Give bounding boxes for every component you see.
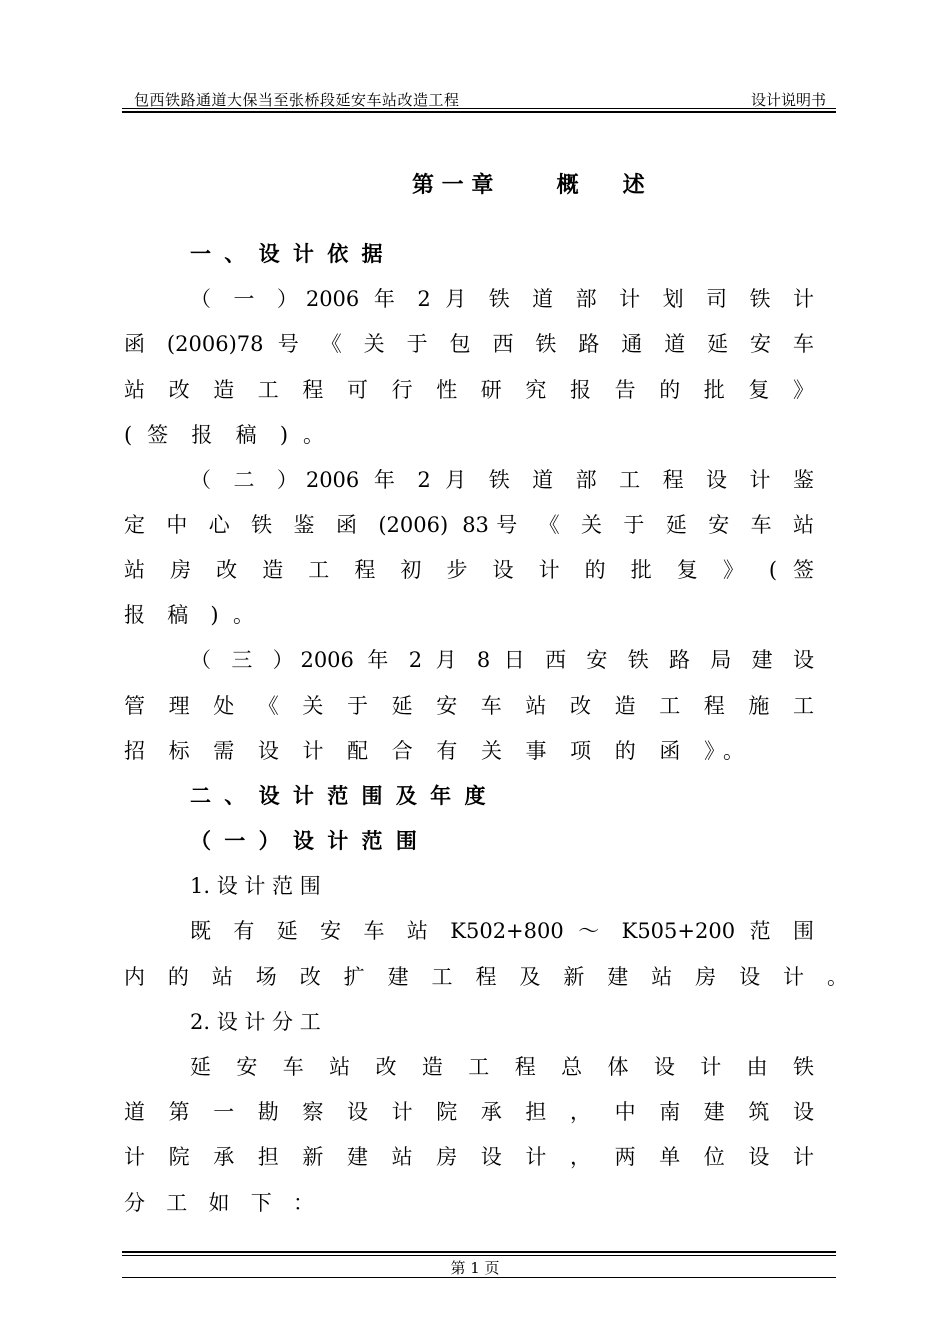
- footer-rule-thick: [122, 1251, 836, 1253]
- item1-line: 既 有 延 安 车 站 K502+800 ～ K505+200 范 围: [190, 919, 814, 943]
- item2-line: 延 安 车 站 改 造 工 程 总 体 设 计 由 铁: [190, 1055, 814, 1079]
- section1-line: 站 房 改 造 工 程 初 步 设 计 的 批 复 》 ( 签: [124, 558, 814, 582]
- item1-title: 1. 设 计 范 围: [190, 874, 321, 898]
- section1-line: （ 三 ）2006 年 2 月 8 日 西 安 铁 路 局 建 设: [190, 648, 814, 672]
- section1-line: 定 中 心 铁 鉴 函 (2006) 83号 《 关 于 延 安 车 站: [124, 513, 814, 537]
- item2-line: 分 工 如 下 ：: [124, 1191, 314, 1215]
- header-rule-thick: [122, 111, 836, 113]
- page-number: 第 1 页: [450, 1259, 500, 1277]
- section1-heading: 一 、 设 计 依 据: [190, 242, 386, 266]
- header-document-type: 设计说明书: [750, 91, 826, 109]
- header-rule-thin: [122, 108, 836, 109]
- section1-line: （ 一 ）2006 年 2 月 铁 道 部 计 划 司 铁 计: [190, 287, 814, 311]
- header-project-title: 包西铁路通道大保当至张桥段延安车站改造工程: [134, 91, 460, 109]
- item2-title: 2. 设 计 分 工: [190, 1010, 321, 1034]
- chapter-title: [412, 166, 645, 206]
- item1-line: 内 的 站 场 改 扩 建 工 程 及 新 建 站 房 设 计 。: [124, 965, 848, 989]
- item2-line: 道 第 一 勘 察 设 计 院 承 担 ， 中 南 建 筑 设: [124, 1100, 814, 1124]
- section1-line: ( 签 报 稿 ) 。: [124, 423, 324, 447]
- section1-line: （ 二 ）2006 年 2 月 铁 道 部 工 程 设 计 鉴: [190, 468, 814, 492]
- section2-heading: 二 、 设 计 范 围 及 年 度: [190, 784, 489, 808]
- section1-line: 站 改 造 工 程 可 行 性 研 究 报 告 的 批 复 》: [124, 378, 814, 402]
- section2-subheading: （ 一 ） 设 计 范 围: [190, 829, 420, 853]
- chapter-number: 第 一 章: [412, 173, 494, 198]
- item2-line: 计 院 承 担 新 建 站 房 设 计 ， 两 单 位 设 计: [124, 1145, 814, 1169]
- section1-line: 管 理 处 《 关 于 延 安 车 站 改 造 工 程 施 工: [124, 694, 814, 718]
- section1-line: 招 标 需 设 计 配 合 有 关 事 项 的 函 》。: [124, 739, 744, 763]
- footer-rule-bottom: [122, 1277, 836, 1278]
- footer-rule-thin: [122, 1255, 836, 1256]
- chapter-name: 概 述: [556, 173, 645, 198]
- section1-line: 函 (2006)78 号 《 关 于 包 西 铁 路 通 道 延 安 车: [124, 332, 814, 356]
- section1-line: 报 稿 ) 。: [124, 603, 254, 627]
